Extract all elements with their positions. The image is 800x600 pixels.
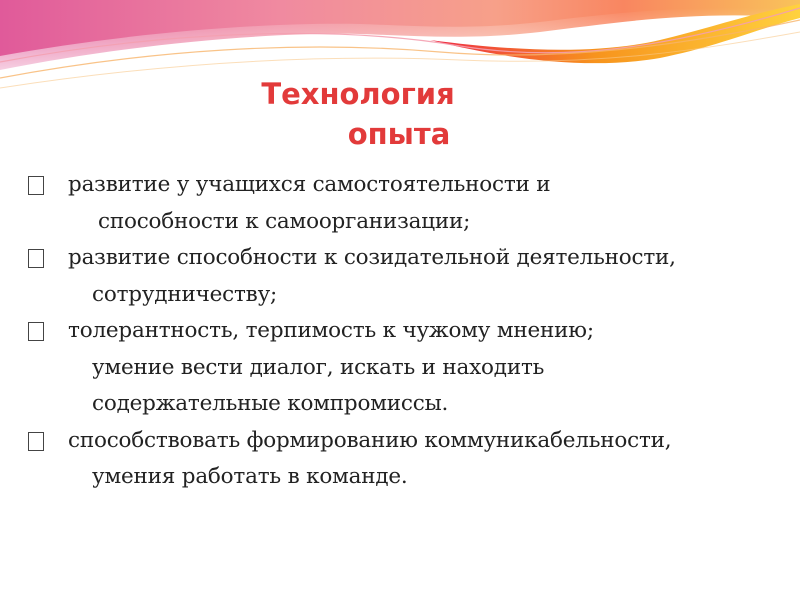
title-line-1: Технология xyxy=(261,77,455,111)
item-line: способности к самоорганизации; xyxy=(98,208,471,234)
item-line: содержательные компромиссы. xyxy=(92,391,449,416)
item-line: толерантность, терпимость к чужому мнению; xyxy=(68,318,594,343)
item-line: сотрудничеству; xyxy=(92,281,278,307)
bullet-list xyxy=(28,167,788,496)
list-item xyxy=(28,167,788,240)
item-line: умения работать в команде. xyxy=(92,464,408,489)
square-bullet-icon xyxy=(28,432,44,451)
item-line: развитие способности к созидательной деятельности, xyxy=(68,245,676,270)
item-line: способствовать формированию коммуникабельности, xyxy=(68,427,672,453)
square-bullet-icon xyxy=(28,249,44,268)
title-line-2: опыта xyxy=(347,117,451,151)
square-bullet-icon xyxy=(28,322,44,341)
item-line: развитие у учащихся самостоятельности и xyxy=(68,172,551,197)
list-item xyxy=(28,423,788,496)
list-item xyxy=(28,240,788,313)
list-item xyxy=(28,313,788,423)
square-bullet-icon xyxy=(28,176,44,195)
slide-title xyxy=(200,74,560,154)
item-line: умение вести диалог, искать и находить xyxy=(92,354,545,380)
